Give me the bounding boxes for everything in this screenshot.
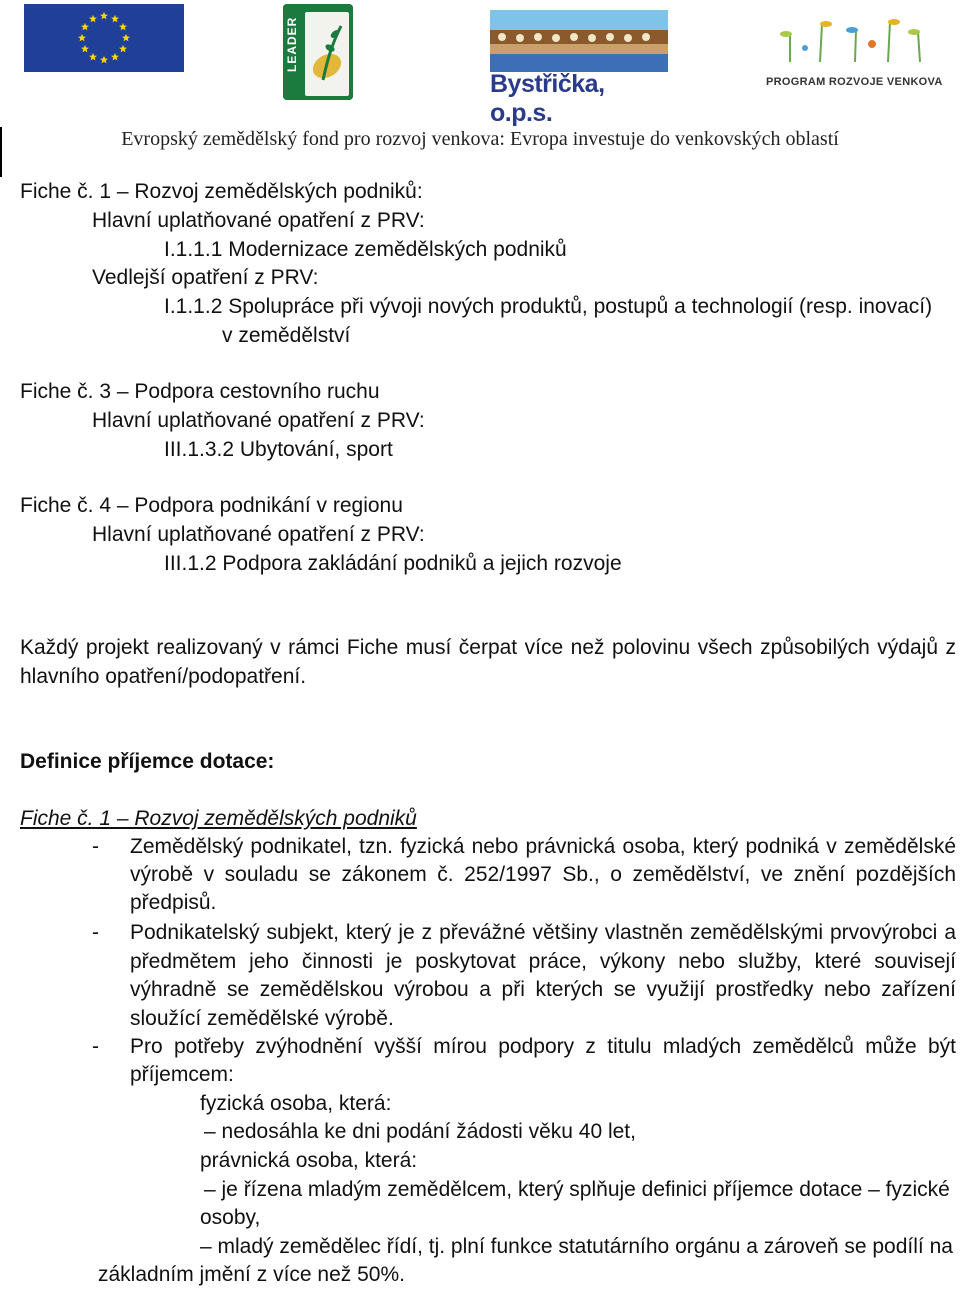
fiche-3-main-item: III.1.3.2 Ubytování, sport	[164, 438, 393, 461]
eu-flag-logo	[24, 4, 184, 72]
fiche-1-main-item: I.1.1.1 Modernizace zemědělských podniků	[164, 238, 567, 261]
eafrd-slogan: Evropský zemědělský fond pro rozvoj venkova: Evropa investuje do venkovských oblastí	[121, 128, 839, 150]
leader-logo	[283, 4, 353, 100]
sub-po-item-2: – mladý zemědělec řídí, tj. plní funkce statutárního orgánu a zároveň se podílí na	[200, 1235, 953, 1258]
fiche-1-main-label: Hlavní uplatňované opatření z PRV:	[92, 209, 425, 232]
sub-po-item-1: – je řízena mladým zemědělcem, který splňuje definici příjemce dotace – fyzické	[204, 1178, 950, 1201]
prv-logo	[760, 14, 950, 98]
expenses-paragraph: Každý projekt realizovaný v rámci Fiche musí čerpat více než polovinu všech způsobilých výdajů z hlavního opatření/podopatření.	[20, 636, 956, 688]
bystricka-logo	[490, 10, 668, 127]
fiche-4-title: Fiche č. 4 – Podpora podnikání v regionu	[20, 494, 403, 517]
prv-logo-text: PROGRAM ROZVOJE VENKOVA	[766, 76, 943, 88]
sub-fo-label: fyzická osoba, která:	[200, 1092, 392, 1115]
bystricka-logo-text: Bystřička, o.p.s.	[490, 70, 605, 127]
fiche-1-side-label: Vedlejší opatření z PRV:	[92, 266, 319, 289]
leader-logo-text: LEADER	[285, 16, 299, 72]
closing-line: základním jmění z více než 50%.	[98, 1263, 405, 1286]
definition-fiche-heading: Fiche č. 1 – Rozvoj zemědělských podniků	[20, 807, 417, 830]
definition-bullet-3: Pro potřeby zvýhodnění vyšší mírou podpory z titulu mladých zemědělců může být příjemcem:	[130, 1035, 956, 1086]
fiche-4-main-label: Hlavní uplatňované opatření z PRV:	[92, 523, 425, 546]
sub-po-label: právnická osoba, která:	[200, 1149, 418, 1172]
bullet-marker: -	[92, 921, 99, 944]
fiche-1-title: Fiche č. 1 – Rozvoj zemědělských podniků:	[20, 180, 423, 203]
logo-strip	[0, 0, 960, 127]
fiche-4-main-item: III.1.2 Podpora zakládání podniků a jejich rozvoje	[164, 552, 622, 575]
sub-fo-item: – nedosáhla ke dni podání žádosti věku 40 let,	[204, 1120, 636, 1143]
definition-bullet-1: Zemědělský podnikatel, tzn. fyzická nebo právnická osoba, který podniká v zemědělské výrobě v souladu se zákonem č. 252/1997 Sb., o zemědělství, ve znění pozdějších předpisů.	[130, 835, 956, 914]
definition-heading: Definice příjemce dotace:	[20, 750, 275, 773]
bullet-marker: -	[92, 1035, 99, 1058]
fiche-1-side-item: I.1.1.2 Spolupráce při vývoji nových produktů, postupů a technologií (resp. inovací)	[164, 295, 933, 318]
bullet-marker: -	[92, 835, 99, 858]
definition-bullet-2: Podnikatelský subjekt, který je z převážné většiny vlastněn zemědělskými prvovýrobci a předmětem jeho činnosti je poskytovat práce, výkony nebo služby, které souvisejí výhradně se zemědělskou výrobou a při kterých se využijí prostředky nebo zařízení sloužící zemědělské výrobě.	[130, 921, 956, 1030]
fiche-3-main-label: Hlavní uplatňované opatření z PRV:	[92, 409, 425, 432]
fiche-1-side-item-cont: v zemědělství	[222, 324, 351, 347]
sub-po-item-1-cont: osoby,	[200, 1206, 261, 1229]
fiche-3-title: Fiche č. 3 – Podpora cestovního ruchu	[20, 380, 380, 403]
